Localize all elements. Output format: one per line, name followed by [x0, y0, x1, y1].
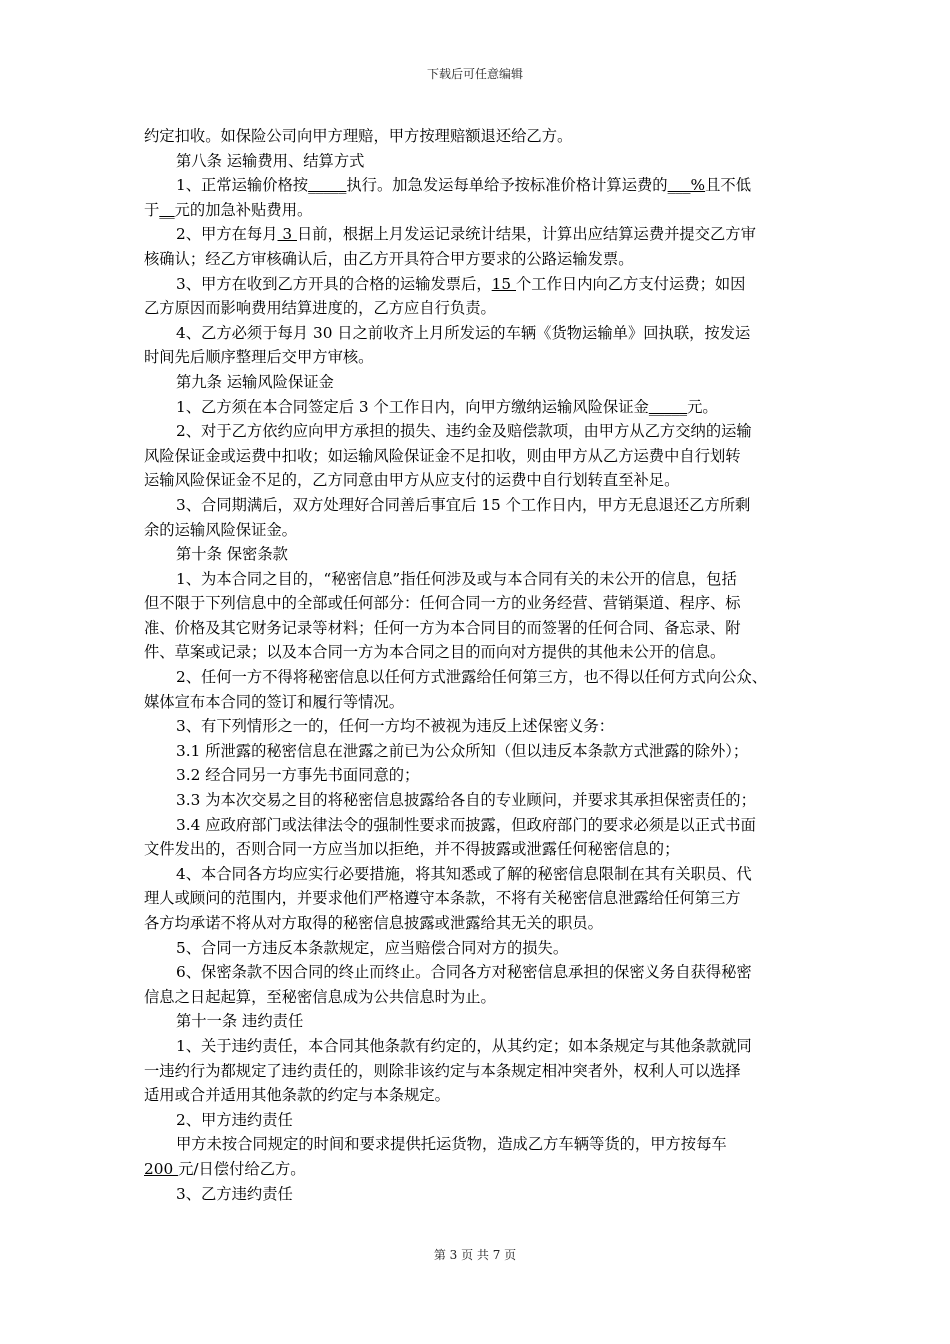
body-line: 运输风险保证金不足的，乙方同意由甲方从应支付的运费中自行划转直至补足。 — [144, 471, 680, 490]
text-run: 日前，根据上月发运记录统计结果，计算出应结算运费并提交乙方审 — [296, 225, 756, 244]
section-heading-9: 第九条 运输风险保证金 — [176, 372, 334, 391]
blank-field: _____ — [308, 176, 347, 195]
body-line: 风险保证金或运费中扣收；如运输风险保证金不足扣收，则由甲方从乙方运费中自行划转 — [144, 446, 741, 465]
body-line: 适用或合并适用其他条款的约定与本条规定。 — [144, 1086, 450, 1105]
body-line — [144, 1157, 806, 1182]
body-line: 6、保密条款不因合同的终止而终止。合同各方对秘密信息承担的保密义务自获得秘密 — [176, 963, 752, 982]
body-line: 但不限于下列信息中的全部或任何部分：任何合同一方的业务经营、营销渠道、程序、标 — [144, 594, 741, 613]
body-line — [144, 395, 806, 420]
body-line — [144, 173, 806, 198]
body-line: 核确认；经乙方审核确认后，由乙方开具符合甲方要求的公路运输发票。 — [144, 249, 634, 268]
body-line: 5、合同一方违反本条款规定，应当赔偿合同对方的损失。 — [176, 938, 569, 957]
text-run: 于 — [144, 200, 160, 219]
body-line: 3.1 所泄露的秘密信息在泄露之前已为公众所知（但以违反本条款方式泄露的除外）； — [176, 741, 749, 760]
section-heading-11: 第十一条 违约责任 — [176, 1012, 304, 1031]
body-line: 1、关于违约责任，本合同其他条款有约定的，从其约定；如本条规定与其他条款就同 — [176, 1036, 752, 1055]
section-heading-8: 第八条 运输费用、结算方式 — [176, 151, 365, 170]
body-line — [144, 222, 806, 247]
filled-field: 15 — [491, 274, 516, 293]
page-footer: 第 3 页 共 7 页 — [433, 1248, 517, 1262]
blank-field: ___% — [667, 176, 706, 195]
text-run: 元/日偿付给乙方。 — [178, 1159, 306, 1178]
body-line: 4、本合同各方均应实行必要措施，将其知悉或了解的秘密信息限制在其有关职员、代 — [176, 864, 752, 883]
body-line: 3.3 为本次交易之目的将秘密信息披露给各自的专业顾问，并要求其承担保密责任的； — [176, 791, 756, 810]
body-line: 3.4 应政府部门或法律法令的强制性要求而披露，但政府部门的要求必须是以正式书面 — [176, 815, 756, 834]
document-body — [144, 124, 806, 1206]
body-line: 文件发出的，否则合同一方应当加以拒绝，并不得披露或泄露任何秘密信息的； — [144, 840, 680, 859]
filled-field: 3 — [277, 225, 297, 244]
body-line: 时间先后顺序整理后交甲方审核。 — [144, 348, 374, 367]
body-line: 3、有下列情形之一的，任何一方均不被视为违反上述保密义务： — [176, 717, 615, 736]
text-run: 元的加急补贴费用。 — [174, 200, 313, 219]
body-line — [144, 198, 806, 223]
body-line — [144, 272, 806, 297]
text-run: 且不低 — [705, 176, 751, 195]
body-line: 各方均承诺不将从对方取得的秘密信息披露或泄露给其无关的职员。 — [144, 914, 603, 932]
subheading: 3、乙方违约责任 — [176, 1184, 293, 1203]
body-line: 余的运输风险保证金。 — [144, 520, 297, 539]
text-run: 3、甲方在收到乙方开具的合格的运输发票后， — [176, 274, 492, 293]
body-line: 1、为本合同之目的，“秘密信息”指任何涉及或与本合同有关的未公开的信息，包括 — [176, 569, 737, 588]
page-header: 下载后可任意编辑 — [426, 67, 523, 81]
blank-field: __ — [159, 200, 175, 219]
text-run: 1、乙方须在本合同签定后 3 个工作日内，向甲方缴纳运输风险保证金 — [176, 397, 649, 416]
subheading: 2、甲方违约责任 — [176, 1110, 293, 1129]
text-run: 1、正常运输价格按 — [176, 176, 309, 195]
filled-field: 200 — [144, 1159, 179, 1178]
text-run: 元。 — [687, 397, 718, 416]
text-run: 个工作日内向乙方支付运费；如因 — [516, 274, 746, 293]
body-line: 乙方原因而影响费用结算进度的，乙方应自行负责。 — [144, 299, 496, 318]
body-line: 2、对于乙方依约应向甲方承担的损失、违约金及赔偿款项，由甲方从乙方交纳的运输 — [176, 422, 752, 441]
blank-field: _____ — [648, 397, 688, 416]
body-line: 一违约行为都规定了违约责任的，则除非该约定与本条规定相冲突者外，权利人可以选择 — [144, 1061, 741, 1080]
section-heading-10: 第十条 保密条款 — [176, 545, 288, 564]
text-run: 2、甲方在每月 — [176, 225, 278, 244]
body-line: 媒体宣布本合同的签订和履行等情况。 — [144, 692, 405, 711]
body-line: 3.2 经合同另一方事先书面同意的； — [176, 766, 420, 785]
body-line: 2、任何一方不得将秘密信息以任何方式泄露给任何第三方，也不得以任何方式向公众、 — [176, 668, 768, 687]
body-line: 信息之日起起算，至秘密信息成为公共信息时为止。 — [144, 987, 496, 1006]
body-line: 准、价格及其它财务记录等材料；任何一方为本合同目的而签署的任何合同、备忘录、附 — [144, 618, 741, 637]
text-run: 执行。加急发运每单给予按标准价格计算运费的 — [346, 176, 668, 195]
body-line: 3、合同期满后，双方处理好合同善后事宜后 15 个工作日内，甲方无息退还乙方所剩 — [176, 495, 751, 514]
body-line: 约定扣收。如保险公司向甲方理赔，甲方按理赔额退还给乙方。 — [144, 127, 573, 145]
body-line: 4、乙方必须于每月 30 日之前收齐上月所发运的车辆《货物运输单》回执联，按发运 — [176, 323, 751, 342]
body-line: 件、草案或记录；以及本合同一方为本合同之目的而向对方提供的其他未公开的信息。 — [144, 643, 726, 662]
body-line: 甲方未按合同规定的时间和要求提供托运货物，造成乙方车辆等货的，甲方按每车 — [176, 1135, 727, 1154]
body-line: 理人或顾问的范围内，并要求他们严格遵守本条款，不将有关秘密信息泄露给任何第三方 — [144, 889, 741, 908]
